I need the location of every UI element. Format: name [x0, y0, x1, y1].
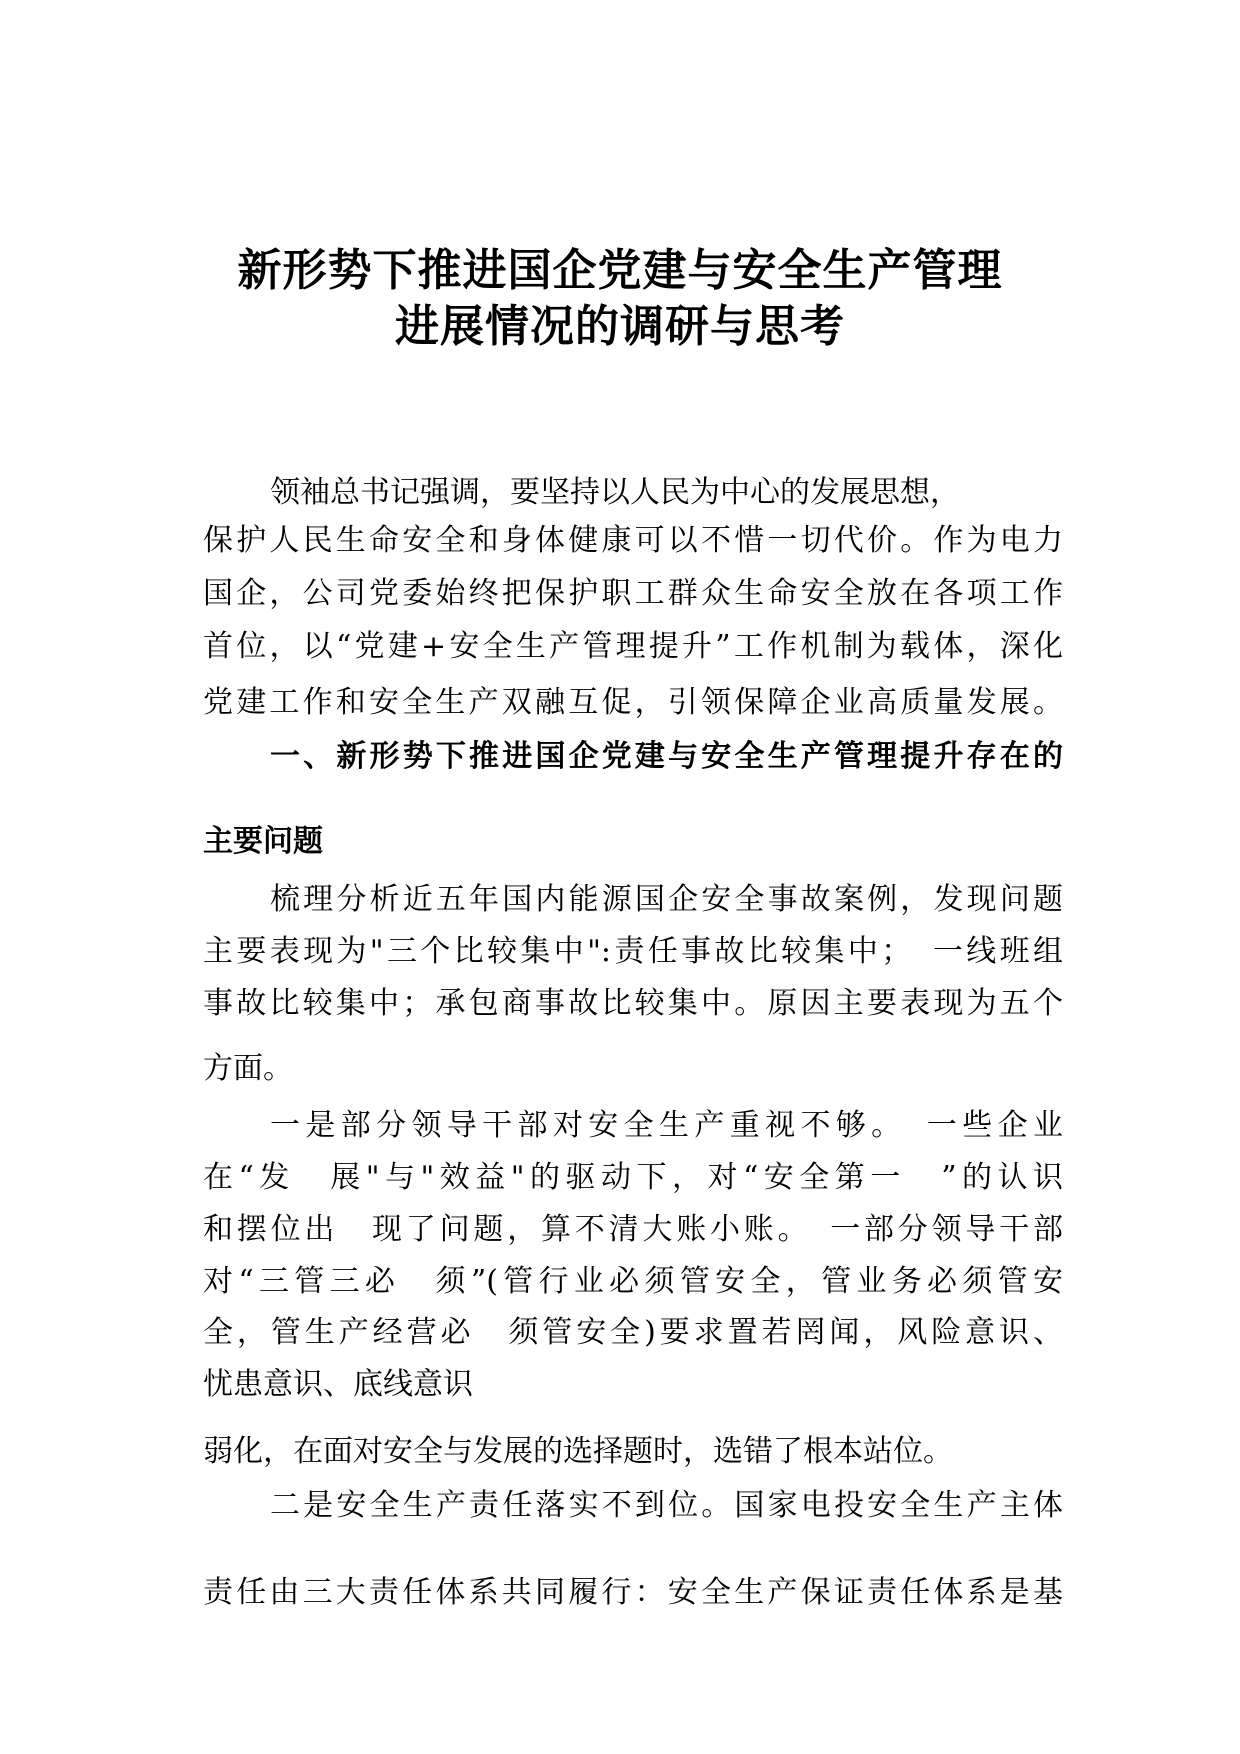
- paragraph-line: 事故比较集中；承包商事故比较集中。原因主要表现为五个: [203, 986, 1063, 1021]
- paragraph-line: 领袖总书记强调，要坚持以人民为中心的发展思想，: [270, 475, 960, 510]
- paragraph-line: 党建工作和安全生产双融互促，引领保障企业高质量发展。: [203, 685, 1063, 720]
- section-heading-line-2: 主要问题: [203, 824, 323, 859]
- document-title-line-1: 新形势下推进国企党建与安全生产管理: [237, 245, 1003, 296]
- paragraph-line: 一是部分领导干部对安全生产重视不够。 一些企业: [270, 1108, 1063, 1143]
- section-heading-line-1: 一、新形势下推进国企党建与安全生产管理提升存在的: [270, 739, 1063, 774]
- paragraph-line: 国企，公司党委始终把保护职工群众生命安全放在各项工作: [203, 576, 1063, 611]
- paragraph-line: 二是安全生产责任落实不到位。国家电投安全生产主体: [270, 1488, 1063, 1523]
- document-title-line-2: 进展情况的调研与思考: [395, 301, 845, 352]
- paragraph-line: 在“发 展"与"效益"的驱动下，对“安全第一 ”的认识: [203, 1160, 1063, 1195]
- paragraph-line: 全，管生产经营必 须管安全)要求置若罔闻，风险意识、: [203, 1315, 1063, 1350]
- paragraph-line: 方面。: [203, 1051, 293, 1086]
- paragraph-line: 主要表现为"三个比较集中":责任事故比较集中； 一线班组: [203, 934, 1063, 969]
- paragraph-line: 弱化，在面对安全与发展的选择题时，选错了根本站位。: [203, 1434, 953, 1469]
- paragraph-line: 和摆位出 现了问题，算不清大账小账。 一部分领导干部: [203, 1212, 1063, 1247]
- paragraph-line: 对“三管三必 须”(管行业必须管安全，管业务必须管安: [203, 1264, 1063, 1299]
- paragraph-line: 梳理分析近五年国内能源国企安全事故案例，发现问题: [270, 882, 1063, 917]
- paragraph-line: 保护人民生命安全和身体健康可以不惜一切代价。作为电力: [203, 523, 1063, 558]
- paragraph-line: 首位，以“党建+安全生产管理提升”工作机制为载体，深化: [203, 629, 1063, 664]
- paragraph-line: 忧患意识、底线意识: [203, 1367, 473, 1402]
- paragraph-line: 责任由三大责任体系共同履行：安全生产保证责任体系是基: [203, 1575, 1063, 1610]
